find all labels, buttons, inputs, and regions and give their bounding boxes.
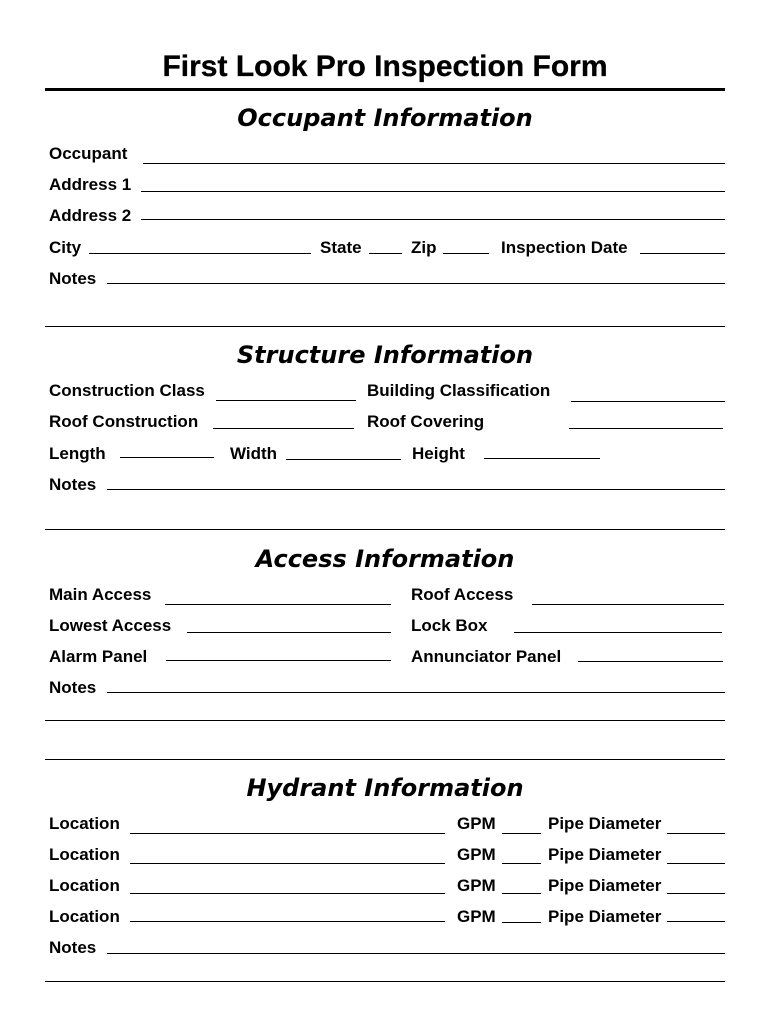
hydrant-location-field[interactable]	[130, 893, 445, 894]
annunciator-panel-field[interactable]	[578, 661, 723, 662]
address2-field[interactable]	[141, 219, 725, 220]
hydrant-pipe-diameter-label: Pipe Diameter	[548, 876, 662, 895]
building-classification-label: Building Classification	[367, 381, 551, 400]
occupant-section-divider	[45, 326, 725, 327]
city-field[interactable]	[89, 253, 311, 254]
hydrant-gpm-field[interactable]	[502, 833, 541, 834]
hydrant-pipe-diameter-field[interactable]	[667, 833, 725, 834]
hydrant-gpm-label: GPM	[457, 845, 496, 864]
address2-label: Address 2	[49, 206, 132, 225]
structure-notes-label: Notes	[49, 475, 97, 494]
access-notes-field[interactable]	[107, 692, 725, 693]
occupant-section-title: Occupant Information	[237, 104, 533, 132]
access-section-title: Access Information	[255, 545, 515, 573]
roof-access-label: Roof Access	[411, 585, 514, 604]
hydrant-pipe-diameter-field[interactable]	[667, 893, 725, 894]
hydrant-pipe-diameter-field[interactable]	[667, 921, 725, 922]
form-title: First Look Pro Inspection Form	[162, 50, 608, 83]
lock-box-label: Lock Box	[411, 616, 488, 635]
access-notes-extra-line[interactable]	[45, 720, 725, 721]
lock-box-field[interactable]	[514, 632, 722, 633]
state-field[interactable]	[369, 253, 402, 254]
address1-label: Address 1	[49, 175, 132, 194]
access-section-divider	[45, 759, 725, 760]
width-field[interactable]	[286, 459, 401, 460]
access-notes-label: Notes	[49, 678, 97, 697]
roof-construction-field[interactable]	[213, 428, 354, 429]
zip-label: Zip	[411, 238, 437, 257]
hydrant-notes-field[interactable]	[107, 953, 725, 954]
length-label: Length	[49, 444, 106, 463]
structure-section-divider	[45, 529, 725, 530]
occupant-notes-field[interactable]	[107, 283, 725, 284]
hydrant-location-label: Location	[49, 876, 120, 895]
hydrant-pipe-diameter-label: Pipe Diameter	[548, 814, 662, 833]
alarm-panel-label: Alarm Panel	[49, 647, 148, 666]
hydrant-location-label: Location	[49, 845, 120, 864]
lowest-access-field[interactable]	[187, 632, 391, 633]
structure-notes-field[interactable]	[107, 489, 725, 490]
hydrant-location-label: Location	[49, 814, 120, 833]
hydrant-pipe-diameter-field[interactable]	[667, 863, 725, 864]
hydrant-gpm-label: GPM	[457, 876, 496, 895]
occupant-field[interactable]	[143, 163, 725, 164]
main-access-label: Main Access	[49, 585, 152, 604]
hydrant-pipe-diameter-label: Pipe Diameter	[548, 845, 662, 864]
hydrant-gpm-field[interactable]	[502, 922, 541, 923]
height-field[interactable]	[484, 458, 600, 459]
roof-covering-field[interactable]	[569, 428, 723, 429]
hydrant-location-field[interactable]	[130, 863, 445, 864]
inspection-date-field[interactable]	[640, 253, 725, 254]
state-label: State	[320, 238, 362, 257]
construction-class-label: Construction Class	[49, 381, 205, 400]
hydrant-gpm-field[interactable]	[502, 863, 541, 864]
roof-construction-label: Roof Construction	[49, 412, 199, 431]
hydrant-pipe-diameter-label: Pipe Diameter	[548, 907, 662, 926]
hydrant-gpm-label: GPM	[457, 814, 496, 833]
hydrant-gpm-label: GPM	[457, 907, 496, 926]
occupant-notes-label: Notes	[49, 269, 97, 288]
hydrant-location-field[interactable]	[130, 921, 445, 922]
lowest-access-label: Lowest Access	[49, 616, 172, 635]
annunciator-panel-label: Annunciator Panel	[411, 647, 562, 666]
address1-field[interactable]	[141, 191, 725, 192]
roof-access-field[interactable]	[532, 604, 724, 605]
height-label: Height	[412, 444, 465, 463]
main-access-field[interactable]	[165, 604, 391, 605]
structure-section-title: Structure Information	[236, 341, 534, 369]
occupant-label: Occupant	[49, 144, 128, 163]
inspection-date-label: Inspection Date	[501, 238, 628, 257]
hydrant-notes-extra-line[interactable]	[45, 981, 725, 982]
hydrant-location-field[interactable]	[130, 833, 445, 834]
zip-field[interactable]	[443, 253, 489, 254]
building-classification-field[interactable]	[571, 401, 725, 402]
title-divider	[45, 88, 725, 91]
hydrant-notes-label: Notes	[49, 938, 97, 957]
hydrant-gpm-field[interactable]	[502, 893, 541, 894]
city-label: City	[49, 238, 82, 257]
alarm-panel-field[interactable]	[166, 660, 391, 661]
construction-class-field[interactable]	[216, 400, 356, 401]
hydrant-section-title: Hydrant Information	[246, 774, 524, 802]
length-field[interactable]	[120, 457, 214, 458]
roof-covering-label: Roof Covering	[367, 412, 485, 431]
hydrant-location-label: Location	[49, 907, 120, 926]
width-label: Width	[230, 444, 278, 463]
